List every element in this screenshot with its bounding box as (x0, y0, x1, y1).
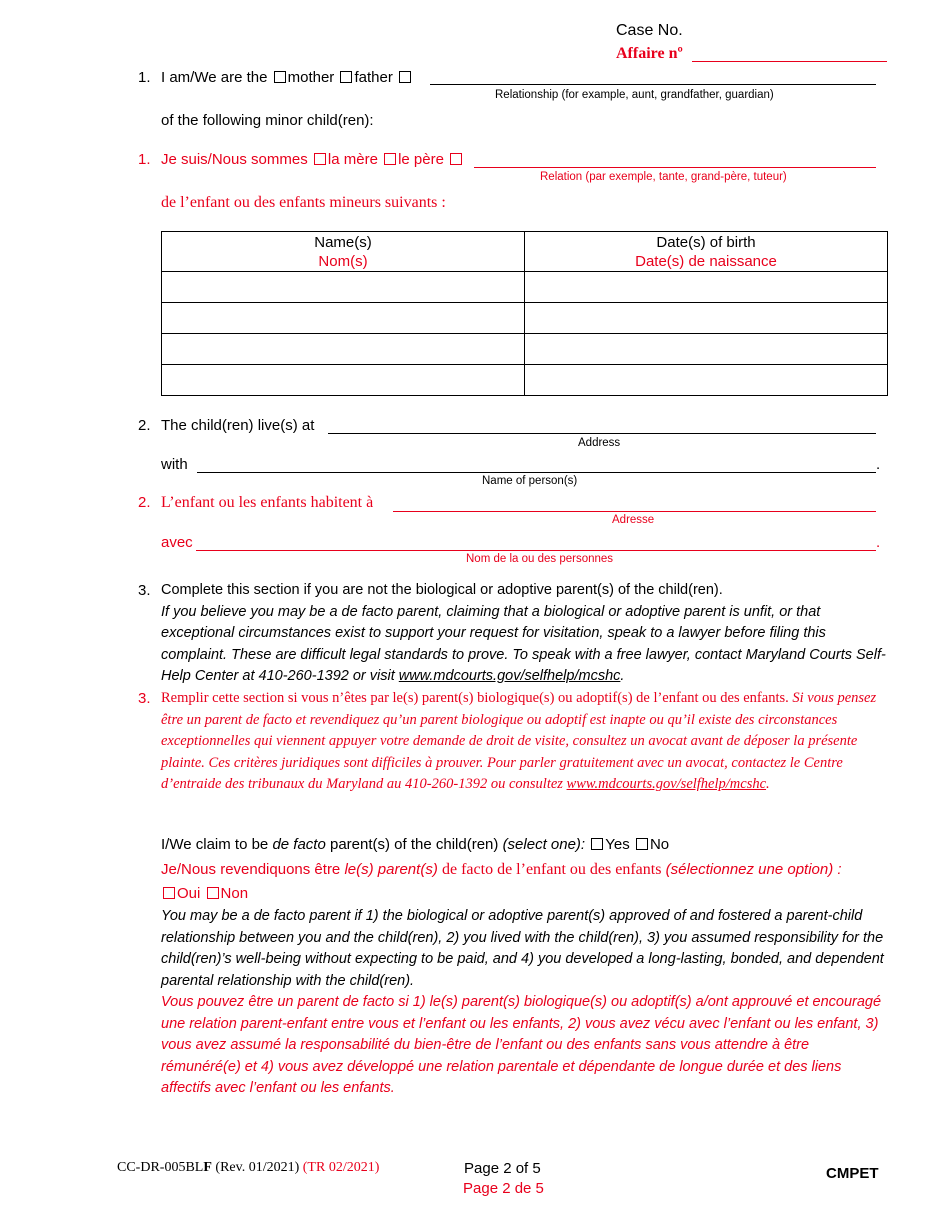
following-children-label-fr: de l’enfant ou des enfants mineurs suivants : (161, 194, 446, 211)
claim-options-fr (161, 885, 248, 902)
children-table (161, 231, 888, 396)
dob-column-header (525, 232, 888, 272)
no-checkbox[interactable] (636, 838, 648, 850)
child-name-cell[interactable] (162, 303, 525, 334)
address-caption: Address (578, 437, 621, 449)
claim-rest-fr: de facto de l’enfant ou des enfants (441, 861, 662, 878)
form-id (117, 1160, 379, 1176)
defacto-definition (161, 906, 889, 992)
table-row (162, 365, 888, 396)
child-name-cell[interactable] (162, 365, 525, 396)
page-number: Page 2 of 5 (464, 1160, 541, 1177)
mother-label-fr: la mère (327, 151, 378, 168)
yes-label: Yes (605, 836, 630, 853)
mother-checkbox-fr[interactable] (314, 153, 326, 165)
defacto-definition-en: You may be a de facto parent if 1) the biological or adoptive parent(s) approved of and fostered a parent-child relationship between you and the child(ren), 2) you lived with the child(ren), 3) you assumed responsibility for the child(ren)’s well-being without expecting to be paid, and 4) you developed a long-lasting, bonded, and dependent parental relationship with the child(ren). (161, 908, 884, 989)
item2-number: 2. (138, 417, 151, 434)
form-code: CMPET (826, 1165, 879, 1182)
father-label-fr: le père (398, 151, 444, 168)
name-column-header (162, 232, 525, 272)
form-id-code: CC-DR-005BL (117, 1160, 204, 1175)
no-label: No (649, 836, 670, 853)
item3-heading-fr: Remplir cette section si vous n’êtes par le(s) parent(s) biologique(s) ou adoptif(s) de l’enfant ou des enfants. (161, 690, 789, 706)
item1-number: 1. (138, 69, 151, 86)
defacto-definition-block-fr (161, 992, 889, 1100)
child-name-cell[interactable] (162, 334, 525, 365)
child-dob-cell[interactable] (525, 272, 888, 303)
item3-body: If you believe you may be a de facto parent, claiming that a biological or adoptive parent is unfit, or that exceptional circumstances exist to support your request for visitation, speak to a lawyer before filing this complaint. These are difficult legal standards to prove. To speak with a free lawyer, contact Maryland Courts Self-Help Center at 410-260-1392 or visit (161, 603, 886, 684)
no-label-fr: Non (220, 885, 249, 902)
table-header-row (162, 232, 888, 272)
person-name-field-fr[interactable] (196, 550, 876, 551)
claim-lead-fr: Je/Nous revendiquons être (161, 861, 341, 878)
relationship-field-fr[interactable] (474, 167, 876, 168)
translation-date: (TR 02/2021) (302, 1160, 380, 1175)
claim-parents-fr: le(s) parent(s) (344, 861, 438, 878)
child-dob-cell[interactable] (525, 365, 888, 396)
person-name-caption-fr: Nom de la ou des personnes (466, 553, 614, 565)
claim-lead: I/We claim to be (161, 836, 269, 853)
defacto-definition-fr: Vous pouvez être un parent de facto si 1) le(s) parent(s) biologique(s) ou adoptif(s) a/ont approuvé et encouragé une relation parent-enfant entre vous et l’enfant ou les enfants, 2) vous avez vécu avec l’enfant ou les enfant, 3) vous avez assumé la responsabilité du bien-être de l’enfant ou des enfants sans vous attendre à être rémunéré(e) et 4) vous avez développé une relation parentale et dépendante de longue durée et des liens affectifs avec l’enfant ou les enfants. (161, 994, 882, 1096)
item3-block-fr: Remplir cette section si vous n’êtes par le(s) parent(s) biologique(s) ou adoptif(s) de l’enfant ou des enfants. Si vous pensez être un parent de facto et revendiquez qu’un parent biologique ou adoptif est inapte ou qu’il existe des circonstances exceptionnelles qui viennent appuyer votre demande de droit de visite, consultez un avocat avant de déposer la présente plainte. Ces critères juridiques sont difficiles à prouver. Pour parler gratuitement avec un avocat, contactez le Centre d’entraide des tribunaux du Maryland au 410-260-1392 ou consultez www.mdcourts.gov/selfhelp/mcshc. (161, 690, 877, 792)
claim-line-fr (161, 861, 842, 879)
address-caption-fr: Adresse (612, 514, 655, 526)
item3-number-fr: 3. (138, 690, 151, 707)
claim-select-fr: (sélectionnez une option) : (665, 861, 842, 878)
child-dob-cell[interactable] (525, 334, 888, 365)
yes-checkbox[interactable] (591, 838, 603, 850)
self-help-link-fr[interactable]: www.mdcourts.gov/selfhelp/mcshc (566, 776, 767, 792)
case-no-field[interactable] (692, 61, 887, 62)
following-children-label: of the following minor child(ren): (161, 112, 374, 129)
lives-at-label: The child(ren) live(s) at (161, 417, 315, 434)
mother-checkbox[interactable] (274, 71, 286, 83)
item1-line-fr (161, 151, 464, 168)
address-field[interactable] (328, 433, 876, 434)
name-header-fr: Nom(s) (318, 252, 368, 270)
with-period: . (876, 456, 881, 473)
father-checkbox-fr[interactable] (384, 153, 396, 165)
yes-label-fr: Oui (177, 885, 201, 902)
father-label: father (354, 69, 393, 86)
item1-number-fr: 1. (138, 151, 151, 168)
lives-at-label-fr: L’enfant ou les enfants habitent à (161, 494, 374, 511)
child-dob-cell[interactable] (525, 303, 888, 334)
no-checkbox-fr[interactable] (207, 887, 219, 899)
yes-checkbox-fr[interactable] (163, 887, 175, 899)
father-checkbox[interactable] (340, 71, 352, 83)
person-name-caption: Name of person(s) (482, 475, 578, 487)
address-field-fr[interactable] (393, 511, 876, 512)
form-id-suffix: F (203, 1160, 212, 1175)
claim-line (161, 836, 669, 853)
page-number-fr: Page 2 de 5 (463, 1180, 544, 1197)
relationship-caption-fr: Relation (par exemple, tante, grand-père, tuteur) (540, 171, 787, 183)
dob-header-fr: Date(s) de naissance (635, 252, 777, 270)
item3-number: 3. (138, 582, 151, 599)
relationship-field[interactable] (430, 84, 876, 85)
with-label-fr: avec (161, 534, 193, 551)
mother-label: mother (287, 69, 335, 86)
other-relationship-checkbox[interactable] (399, 71, 411, 83)
item2-number-fr: 2. (138, 494, 151, 511)
other-relationship-checkbox-fr[interactable] (450, 153, 462, 165)
case-no-label: Case No. (616, 22, 683, 39)
item1-line (161, 69, 413, 86)
item3-body-fr: Si vous pensez être un parent de facto et revendiquez qu’un parent biologique ou adoptif est inapte ou qu’il existe des circonstances exceptionnelles qui viennent appuyer votre demande de droit de visite, consultez un avocat avant de déposer la présente plainte. Ces critères juridiques sont difficiles à prouver. Pour parler gratuitement avec un avocat, contactez le Centre d’entraide des tribunaux du Maryland au 410-260-1392 ou consultez (161, 690, 877, 792)
claim-select: (select one): (502, 836, 586, 853)
item3-heading: Complete this section if you are not the biological or adoptive parent(s) of the child(ren). (161, 582, 723, 598)
revision-date: (Rev. 01/2021) (215, 1160, 300, 1175)
child-name-cell[interactable] (162, 272, 525, 303)
claim-rest: parent(s) of the child(ren) (329, 836, 499, 853)
claim-defacto: de facto (272, 836, 326, 853)
case-no-label-fr: Affaire nº (616, 45, 683, 62)
name-header-en: Name(s) (314, 233, 372, 251)
item1-lead-fr: Je suis/Nous sommes (161, 151, 308, 168)
table-row (162, 334, 888, 365)
with-period-fr: . (876, 534, 881, 551)
self-help-link[interactable]: www.mdcourts.gov/selfhelp/mcshc (398, 668, 621, 684)
relationship-caption: Relationship (for example, aunt, grandfather, guardian) (495, 89, 774, 101)
table-row (162, 303, 888, 334)
table-row (162, 272, 888, 303)
with-label: with (161, 456, 188, 473)
item3-block-en: Complete this section if you are not the biological or adoptive parent(s) of the child(ren). If you believe you may be a de facto parent, claiming that a biological or adoptive parent is unfit, or that exceptional circumstances exist to support your request for visitation, speak to a lawyer before filing this complaint. These are difficult legal standards to prove. To speak with a free lawyer, contact Maryland Courts Self-Help Center at 410-260-1392 or visit www.mdcourts.gov/selfhelp/mcshc. (161, 580, 889, 688)
person-name-field[interactable] (197, 472, 876, 473)
dob-header-en: Date(s) of birth (656, 233, 756, 251)
item1-lead: I am/We are the (161, 69, 268, 86)
